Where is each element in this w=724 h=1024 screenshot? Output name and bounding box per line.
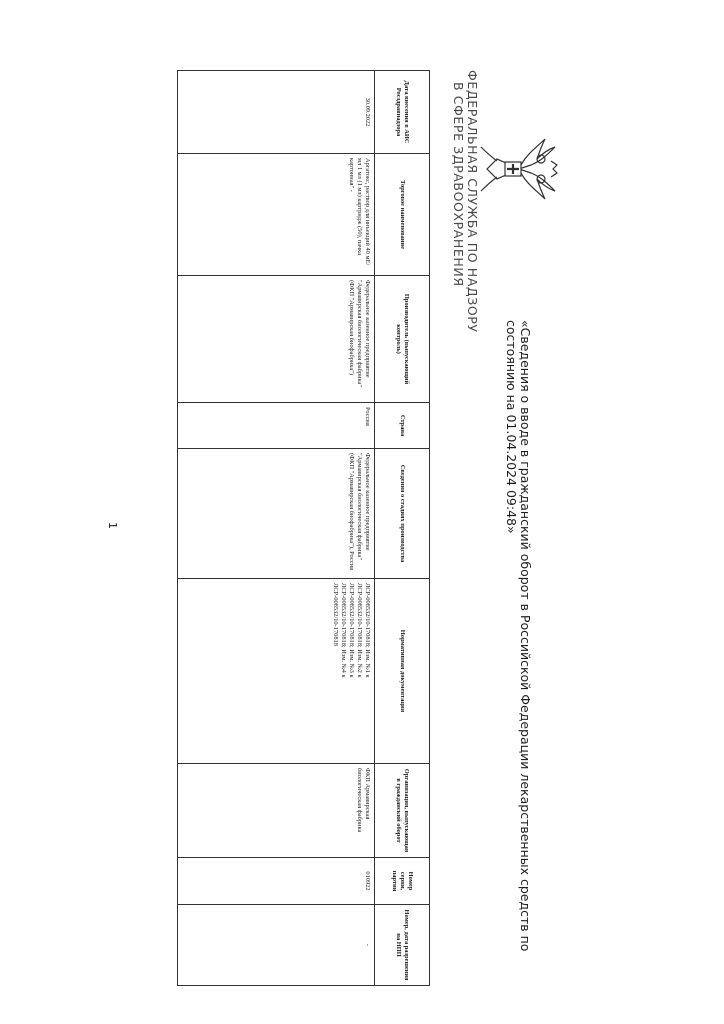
column-header: Нормативная документация: [375, 579, 430, 764]
column-header: Производитель (выпускающий контроль): [375, 276, 430, 403]
agency-line-2: В СФЕРЕ ЗДРАВООХРАНЕНИЯ: [451, 82, 466, 287]
double-headed-eagle-emblem-icon: [477, 133, 559, 205]
column-header: Номер, дата разрешения на НПП: [375, 905, 430, 986]
date-cell: 30.09.2022: [178, 71, 375, 154]
column-header: Страна: [375, 403, 430, 449]
docs-cell: [178, 579, 375, 764]
column-header: Дата внесения в АИС Росздравнадзора: [375, 71, 430, 154]
doc-line: ЛСР-008532/10-170818; Изм. №3 к: [348, 583, 355, 678]
table-header-row: [375, 71, 430, 986]
agency-name: [451, 70, 479, 490]
table-row: [178, 71, 375, 986]
column-header: Торговое наименование: [375, 154, 430, 276]
doc-line: ЛСР-008532/10-170818; Изм. №4 к: [340, 583, 347, 678]
batch-cell: 010922: [178, 858, 375, 905]
registry-table: [177, 70, 430, 986]
page-number: 1: [106, 522, 119, 529]
doc-line: ЛСР-008532/10-170818; Изм. №1 к: [364, 583, 371, 678]
stages-cell: Федеральное казенное предприятие "Армавирская биологическая фабрика" (ФКП "Армавирская биофабрика"), Россия: [178, 449, 375, 579]
country-cell: Россия: [178, 403, 375, 449]
column-header: Организация, выпускающая в гражданский оборот: [375, 764, 430, 858]
trade-name-cell: Аргатокс, раствор для инъекций 40 мЕ/мл 1 мл (1 мл) картридж (50), пачка картонная" -: [178, 154, 375, 276]
organization-cell: ФКП Армавирская биологическая фабрика: [178, 764, 375, 858]
doc-line: ЛСР-008532/10-170818: [332, 583, 339, 646]
agency-line-1: ФЕДЕРАЛЬНАЯ СЛУЖБА ПО НАДЗОРУ: [465, 70, 480, 333]
document-title: «Сведения о вводе в гражданский оборот в Российской Федерации лекарственных средств по состоянию на 01.04.2024 09:48»: [504, 320, 533, 952]
permit-cell: -: [178, 905, 375, 986]
doc-line: ЛСР-008532/10-170818; Изм. №2 к: [356, 583, 363, 678]
column-header: Номер серии, партии: [375, 858, 430, 905]
manufacturer-cell: Федеральное казенное предприятие "Армавирская биологическая фабрика" (ФКП "Армавирская биофабрика"): [178, 276, 375, 403]
column-header: Сведения о стадиях производства: [375, 449, 430, 579]
